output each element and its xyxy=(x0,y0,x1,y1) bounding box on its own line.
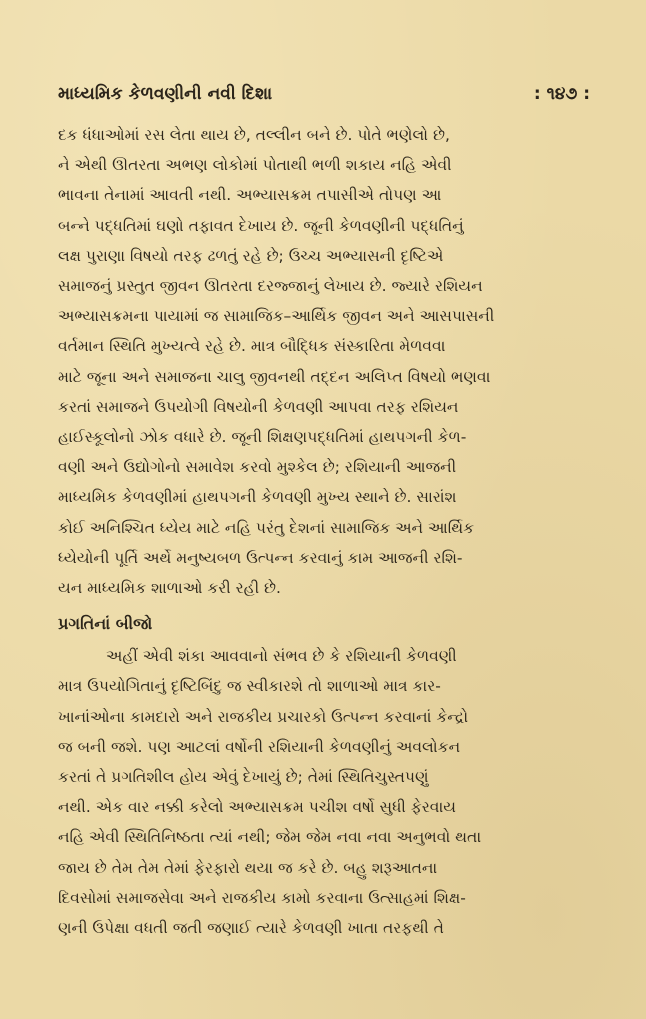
text-line: કોઈ અનિશ્ચિત ધ્યેય માટે નહિ પરંતુ દેશનાં સામાજિક અને આર્થિક xyxy=(58,518,475,537)
text-line: દિવસોમાં સમાજસેવા અને રાજકીય કામો કરવાના ઉત્સાહમાં શિક્ષ- xyxy=(58,888,466,907)
text-line: વર્તમાન સ્થિતિ મુખ્યત્વે રહે છે. માત્ર બૌદ્ધિક સંસ્કારિતા મેળવવા xyxy=(58,337,446,356)
section-heading: પ્રગતિનાં બીજો xyxy=(58,614,153,634)
text-line: નહિ એવી સ્થિતિનિષ્ઠતા ત્યાં નથી; જેમ જેમ નવા નવા અનુભવો થતા xyxy=(58,828,482,847)
paragraph-2 xyxy=(58,641,590,943)
chapter-title: માધ્યમિક કેળવણીની નવી દિશા xyxy=(58,84,273,104)
text-line: માધ્યમિક કેળવણીમાં હાથપગની કેળવણી મુખ્ય સ્થાને છે. સારાંશ xyxy=(58,488,457,507)
running-head xyxy=(58,84,590,104)
text-line: અભ્યાસક્રમના પાયામાં જ સામાજિક–આર્થિક જીવન અને આસપાસની xyxy=(58,307,495,326)
text-line: ખાનાંઓના કામદારો અને રાજકીય પ્રચારકો ઉત્પન્ન કરવાનાં કેન્દ્રો xyxy=(58,707,469,726)
text-line: જાય છે તેમ તેમ તેમાં ફેરફારો થયા જ કરે છે. બહુ શરૂઆતના xyxy=(58,858,438,877)
text-line: લક્ષ પુરાણા વિષયો તરફ ઢળતું રહે છે; ઉચ્ચ અભ્યાસની દૃષ્ટિએ xyxy=(58,246,444,265)
text-line: ણની ઉપેક્ષા વધતી જતી જણાઈ ત્યારે કેળવણી ખાતા તરફથી તે xyxy=(58,919,444,938)
text-line: કરતાં સમાજને ઉપયોગી વિષયોની કેળવણી આપવા તરફ રશિયન xyxy=(58,397,459,416)
text-line: યન માધ્યમિક શાળાઓ કરી રહી છે. xyxy=(58,579,281,598)
text-line: ભાવના તેનામાં આવતી નથી. અભ્યાસક્રમ તપાસીએ તોપણ આ xyxy=(58,186,442,205)
text-line: માત્ર ઉપયોગિતાનું દૃષ્ટિબિંદુ જ સ્વીકારશે તો શાળાઓ માત્ર કાર- xyxy=(58,677,441,696)
text-line: વણી અને ઉદ્યોગોનો સમાવેશ કરવો મુશ્કેલ છે; રશિયાની આજની xyxy=(58,458,457,477)
text-line: બન્ને પદ્ધતિમાં ઘણો તફાવત દેખાય છે. જૂની કેળવણીની પદ્ધતિનું xyxy=(58,216,464,235)
page-number: : ૧૪૭ : xyxy=(533,84,590,104)
text-line: કરતાં તે પ્રગતિશીલ હોય એવું દેખાયું છે; તેમાં સ્થિતિચુસ્તપણું xyxy=(58,768,429,787)
text-line: જ બની જશે. પણ આટલાં વર્ષોની રશિયાની કેળવણીનું અવલોકન xyxy=(58,737,461,756)
text-line: સમાજનું પ્રસ્તુત જીવન ઊતરતા દરજ્જાનું લેખાય છે. જ્યારે રશિયન xyxy=(58,277,483,296)
text-line: અહીં એવી શંકા આવવાનો સંભવ છે કે રશિયાની કેળવણી xyxy=(106,647,457,666)
text-line: હાઈસ્કૂલોનો ઝોક વધારે છે. જૂની શિક્ષણપદ્ધતિમાં હાથપગની કેળ- xyxy=(58,428,467,447)
text-line: ને એથી ઊતરતા અભણ લોકોમાં પોતાથી ભળી શકાય નહિ એવી xyxy=(58,156,452,175)
text-line: ધ્યેયોની પૂર્તિ અર્થે મનુષ્યબળ ઉત્પન્ન કરવાનું કામ આજની રશિ- xyxy=(58,548,463,567)
paragraph-1 xyxy=(58,120,590,603)
text-line: નથી. એક વાર નક્કી કરેલો અભ્યાસક્રમ પચીશ વર્ષો સુધી ફેરવાય xyxy=(58,798,456,817)
text-line: દક ધંધાઓમાં રસ લેતા થાય છે, તલ્લીન બને છે. પોતે ભણેલો છે, xyxy=(58,126,450,144)
text-line: માટે જૂના અને સમાજના ચાલુ જીવનથી તદ્દન અલિપ્ત વિષયો ભણવા xyxy=(58,367,491,386)
